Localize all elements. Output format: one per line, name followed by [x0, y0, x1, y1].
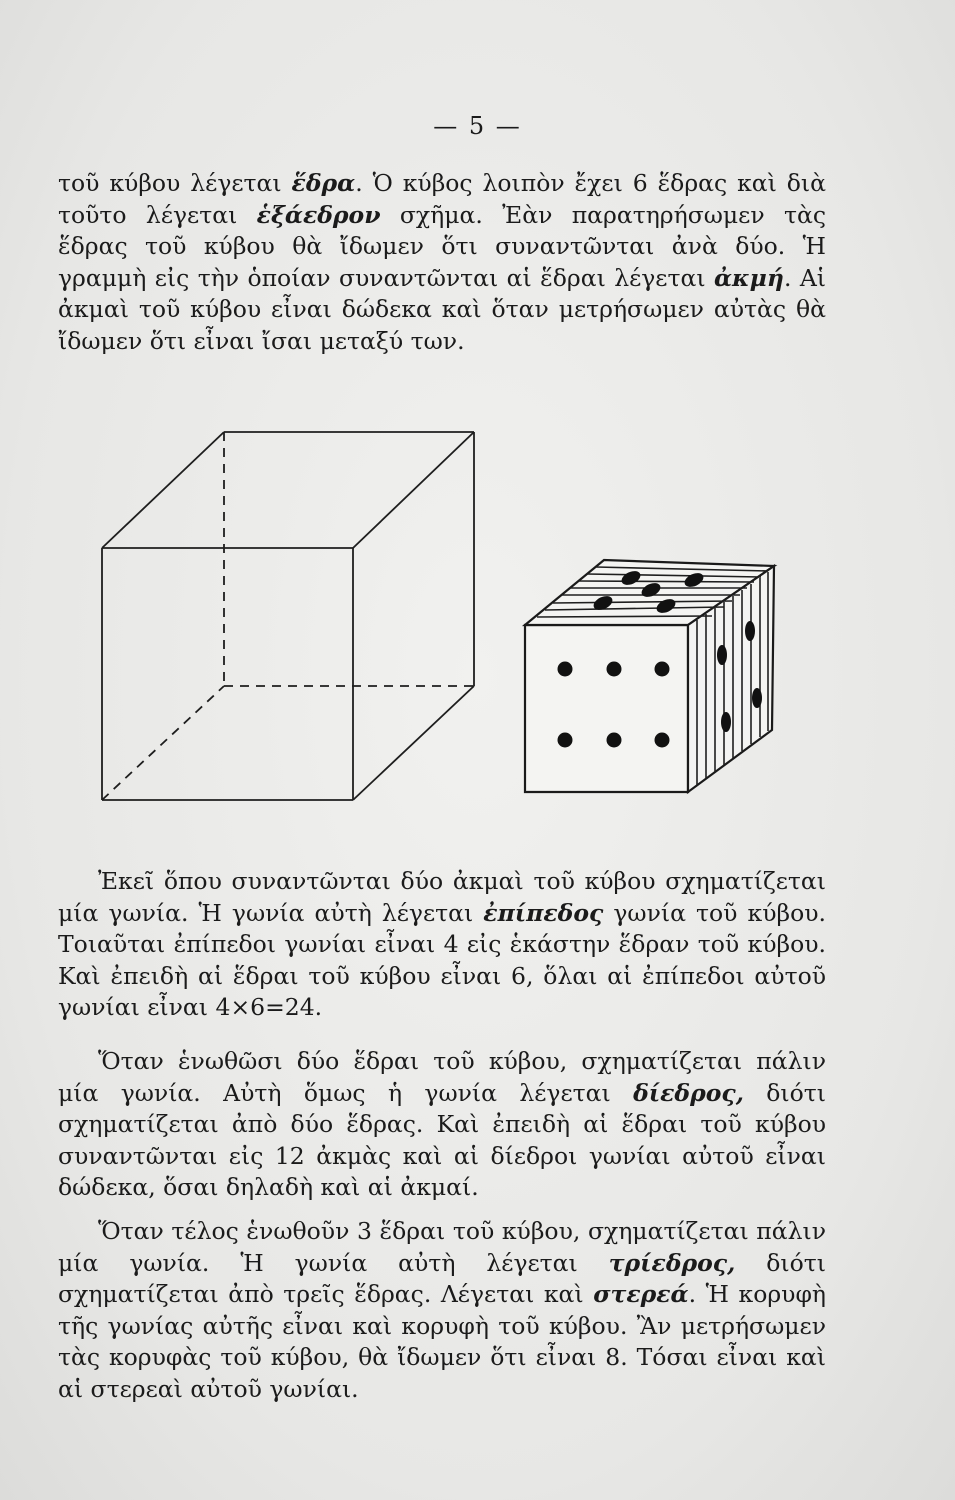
term-hexaedron: ἑξάεδρον	[256, 200, 381, 229]
die-illustration	[525, 560, 774, 792]
term-hedra: ἕδρα	[291, 169, 356, 197]
paragraph-plane-angle	[58, 866, 826, 1024]
text-run: . Ἡ κορυφὴ τῆς γωνίας αὐτῆς εἶναι καὶ κορυφὴ τοῦ κύβου. Ἂν μετρήσωμεν τὰς κορυφὰς τοῦ κύβου, θὰ ἴδωμεν ὅτι εἶναι 8. Τόσαι εἶναι καὶ αἱ στερεαὶ αὐτοῦ γωνίαι.	[58, 1280, 826, 1403]
term-sterea: στερεά	[593, 1280, 689, 1309]
text-run: Ὅταν τέλος ἑνωθοῦν 3 ἕδραι τοῦ κύβου, σχηματίζεται πάλιν μία γωνία. Ἡ γωνία αὐτὴ λέγεται	[58, 1217, 826, 1277]
term-akme: ἀκμή	[713, 263, 784, 292]
text-run: . Ὁ κύβος λοιπὸν ἔχει 6 ἕδρας καὶ διὰ τοῦτο λέγεται	[58, 169, 826, 229]
text-run: . Αἱ ἀκμαὶ τοῦ κύβου εἶναι δώδεκα καὶ ὅταν μετρήσωμεν αὐτὰς θὰ ἴδωμεν ὅτι εἶναι ἴσαι μεταξύ των.	[58, 263, 827, 355]
text-run: σχῆμα. Ἐὰν παρατηρήσωμεν τὰς ἕδρας τοῦ κύβου θὰ ἴδωμεν ὅτι συναντῶνται ἀνὰ δύο. Ἡ γραμμὴ εἰς τὴν ὁποίαν συναντῶνται αἱ ἕδραι λέγεται	[58, 200, 827, 292]
text-run: γωνία τοῦ κύβου. Τοιαῦται ἐπίπεδοι γωνίαι εἶναι 4 εἰς ἑκάστην ἕδραν τοῦ κύβου. Καὶ ἐπειδὴ αἱ ἕδραι τοῦ κύβου εἶναι 6, ὅλαι αἱ ἐπίπεδοι αὐτοῦ γωνίαι εἶναι 4×6=24.	[58, 898, 826, 1022]
text-run: διότι σχηματίζεται ἀπὸ τρεῖς ἕδρας. Λέγεται καὶ	[58, 1248, 826, 1309]
text-run: διότι σχηματίζεται ἀπὸ δύο ἕδρας. Καὶ ἐπειδὴ αἱ ἕδραι τοῦ κύβου συναντῶνται εἰς 12 ἀκμὰς καὶ αἱ δίεδροι γωνίαι αὐτοῦ εἶναι δώδεκα, ὅσαι δηλαδὴ καὶ αἱ ἀκμαί.	[58, 1078, 826, 1202]
term-diedros: δίεδρος,	[633, 1078, 744, 1107]
term-triedros: τρίεδρος,	[608, 1248, 736, 1277]
wireframe-cube-illustration	[102, 432, 474, 800]
text-run: Ἐκεῖ ὅπου συναντῶνται δύο ἀκμαὶ τοῦ κύβου σχηματίζεται μία γωνία. Ἡ γωνία αὐτὴ λέγεται	[58, 867, 826, 927]
paragraph-trihedral-angle	[58, 1216, 826, 1406]
page-number: — 5 —	[433, 112, 522, 140]
text-run: Ὅταν ἑνωθῶσι δύο ἕδραι τοῦ κύβου, σχηματίζεται πάλιν μία γωνία. Αὐτὴ ὅμως ἡ γωνία λέγεται	[58, 1047, 826, 1107]
paragraph-dihedral-angle	[58, 1046, 826, 1204]
term-epipedos: ἐπίπεδος	[483, 898, 604, 927]
text-run: τοῦ κύβου λέγεται	[58, 169, 292, 197]
